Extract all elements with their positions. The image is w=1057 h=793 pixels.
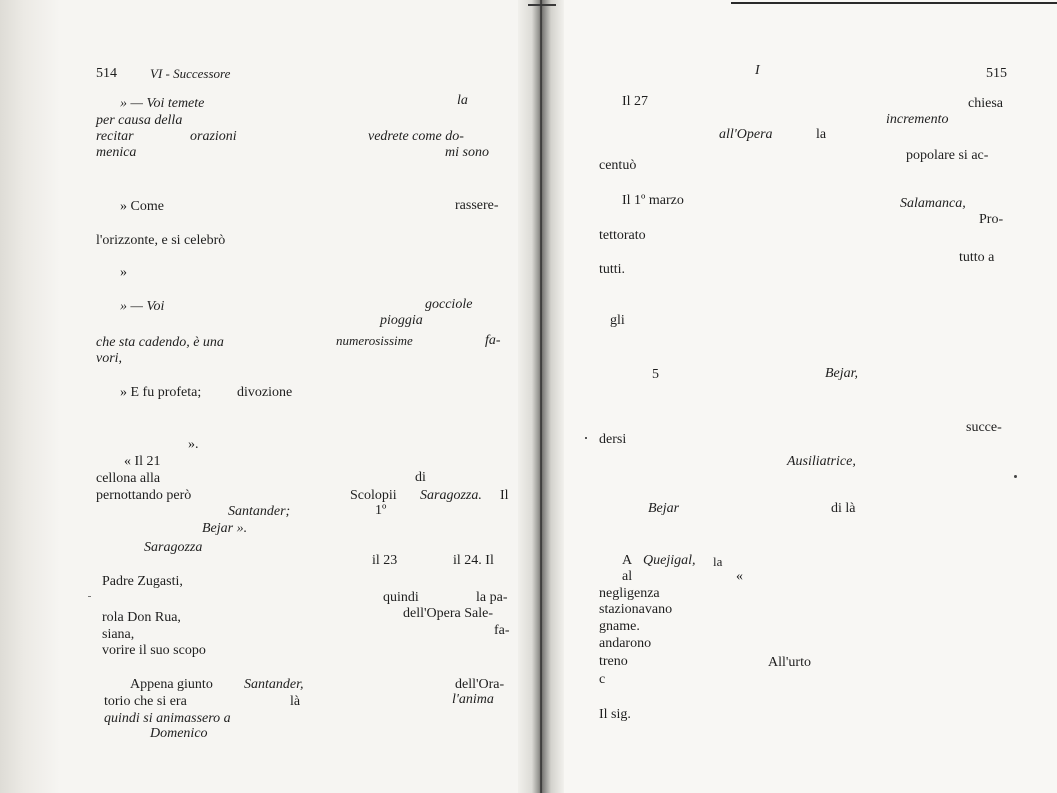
- text-line: » Come: [120, 199, 164, 214]
- left-running-head: VI - Successore: [150, 66, 231, 81]
- text-line: numerosissime: [336, 333, 413, 348]
- text-line: là: [290, 694, 301, 709]
- text-line: treno: [599, 654, 628, 669]
- text-line: c: [599, 672, 606, 687]
- text-line: Saragozza.: [420, 488, 482, 503]
- book-gutter: [518, 0, 564, 793]
- text-line: » — Voi: [120, 299, 165, 314]
- text-line: all'Opera: [719, 127, 773, 142]
- text-line: gname.: [599, 619, 640, 634]
- text-line: l'orizzonte, e si celebrò: [96, 233, 226, 248]
- text-line: 1º: [375, 503, 387, 518]
- text-line: Appena giunto: [130, 677, 213, 692]
- text-line: cellona alla: [96, 471, 161, 486]
- text-line: centuò: [599, 158, 637, 173]
- text-line: la: [457, 93, 468, 108]
- text-line: mi sono: [445, 145, 489, 160]
- text-line: rassere-: [455, 198, 499, 213]
- text-line: popolare si ac-: [906, 148, 989, 163]
- text-line: orazioni: [190, 129, 237, 144]
- text-line: di là: [831, 501, 856, 516]
- text-line: tutto a: [959, 250, 995, 265]
- text-line: « Il 21: [124, 454, 161, 469]
- text-line: per causa della: [96, 113, 183, 128]
- right-page: [548, 0, 1057, 793]
- text-line: Bejar ».: [202, 521, 248, 536]
- text-line: Quejigal,: [643, 553, 696, 568]
- text-line: negligenza: [599, 586, 660, 601]
- text-line: «: [736, 569, 743, 584]
- text-line: stazionavano: [599, 602, 673, 617]
- text-line: la: [713, 554, 723, 569]
- text-line: di: [415, 470, 426, 485]
- text-line: Pro-: [979, 212, 1004, 227]
- text-line: andarono: [599, 636, 652, 651]
- text-line: Scolopii: [350, 488, 397, 503]
- stray-dot: [1014, 475, 1017, 478]
- gutter-top-mark: [528, 4, 556, 6]
- text-line: Santander;: [228, 504, 291, 519]
- text-line: divozione: [237, 385, 293, 400]
- text-line: 5: [652, 367, 659, 382]
- right-running-head: I: [755, 63, 760, 78]
- text-line: Salamanca,: [900, 196, 966, 211]
- text-line: la: [816, 127, 827, 142]
- left-page-number: 514: [96, 66, 117, 81]
- text-line: Il sig.: [599, 707, 631, 722]
- text-line: rola Don Rua,: [102, 610, 181, 625]
- stray-mark: [88, 596, 91, 597]
- text-line: al: [622, 569, 633, 584]
- text-line: tettorato: [599, 228, 646, 243]
- text-line: pernottando però: [96, 488, 192, 503]
- text-line: siana,: [102, 627, 135, 642]
- text-line: l'anima: [452, 692, 494, 707]
- text-line: Saragozza: [144, 540, 203, 555]
- text-line: » — Voi temete: [120, 96, 205, 111]
- text-line: » E fu profeta;: [120, 385, 202, 400]
- text-line: Il 27: [622, 94, 649, 109]
- text-line: quindi si animassero a: [104, 711, 231, 726]
- page-edge-shadow: [0, 0, 60, 793]
- text-line: A: [622, 553, 633, 568]
- text-line: Il 1º marzo: [622, 193, 684, 208]
- right-page-number: 515: [986, 66, 1007, 81]
- text-line: quindi: [383, 590, 419, 605]
- text-line: fa-: [485, 333, 501, 348]
- text-line: vedrete come do-: [368, 129, 464, 144]
- text-line: il 23: [372, 553, 398, 568]
- text-line: dersi: [599, 432, 627, 447]
- top-edge-line: [731, 2, 1057, 4]
- text-line: Padre Zugasti,: [102, 574, 183, 589]
- text-line: incremento: [886, 112, 949, 127]
- text-line: Il: [500, 488, 509, 503]
- text-line: dell'Opera Sale-: [403, 606, 493, 621]
- text-line: Bejar: [648, 501, 680, 516]
- text-line: tutti.: [599, 262, 626, 277]
- text-line: torio che si era: [104, 694, 187, 709]
- text-line: chiesa: [968, 96, 1003, 111]
- text-line: fa-: [494, 623, 510, 638]
- text-line: gocciole: [425, 297, 473, 312]
- text-line: recitar: [96, 129, 134, 144]
- text-line: Domenico: [150, 726, 208, 741]
- text-line: ».: [188, 437, 199, 452]
- text-line: Ausiliatrice,: [787, 454, 856, 469]
- text-line: Bejar,: [825, 366, 859, 381]
- text-line: menica: [96, 145, 137, 160]
- text-line: »: [120, 265, 127, 280]
- text-line: il 24. Il: [453, 553, 494, 568]
- text-line: vori,: [96, 351, 123, 366]
- text-line: succe-: [966, 420, 1002, 435]
- stray-mark: [585, 437, 587, 439]
- text-line: Santander,: [244, 677, 304, 692]
- text-line: dell'Ora-: [455, 677, 505, 692]
- text-line: vorire il suo scopo: [102, 643, 206, 658]
- text-line: gli: [610, 313, 625, 328]
- text-line: pioggia: [380, 313, 423, 328]
- text-line: All'urto: [768, 655, 811, 670]
- text-line: che sta cadendo, è una: [96, 335, 224, 350]
- text-line: la pa-: [476, 590, 508, 605]
